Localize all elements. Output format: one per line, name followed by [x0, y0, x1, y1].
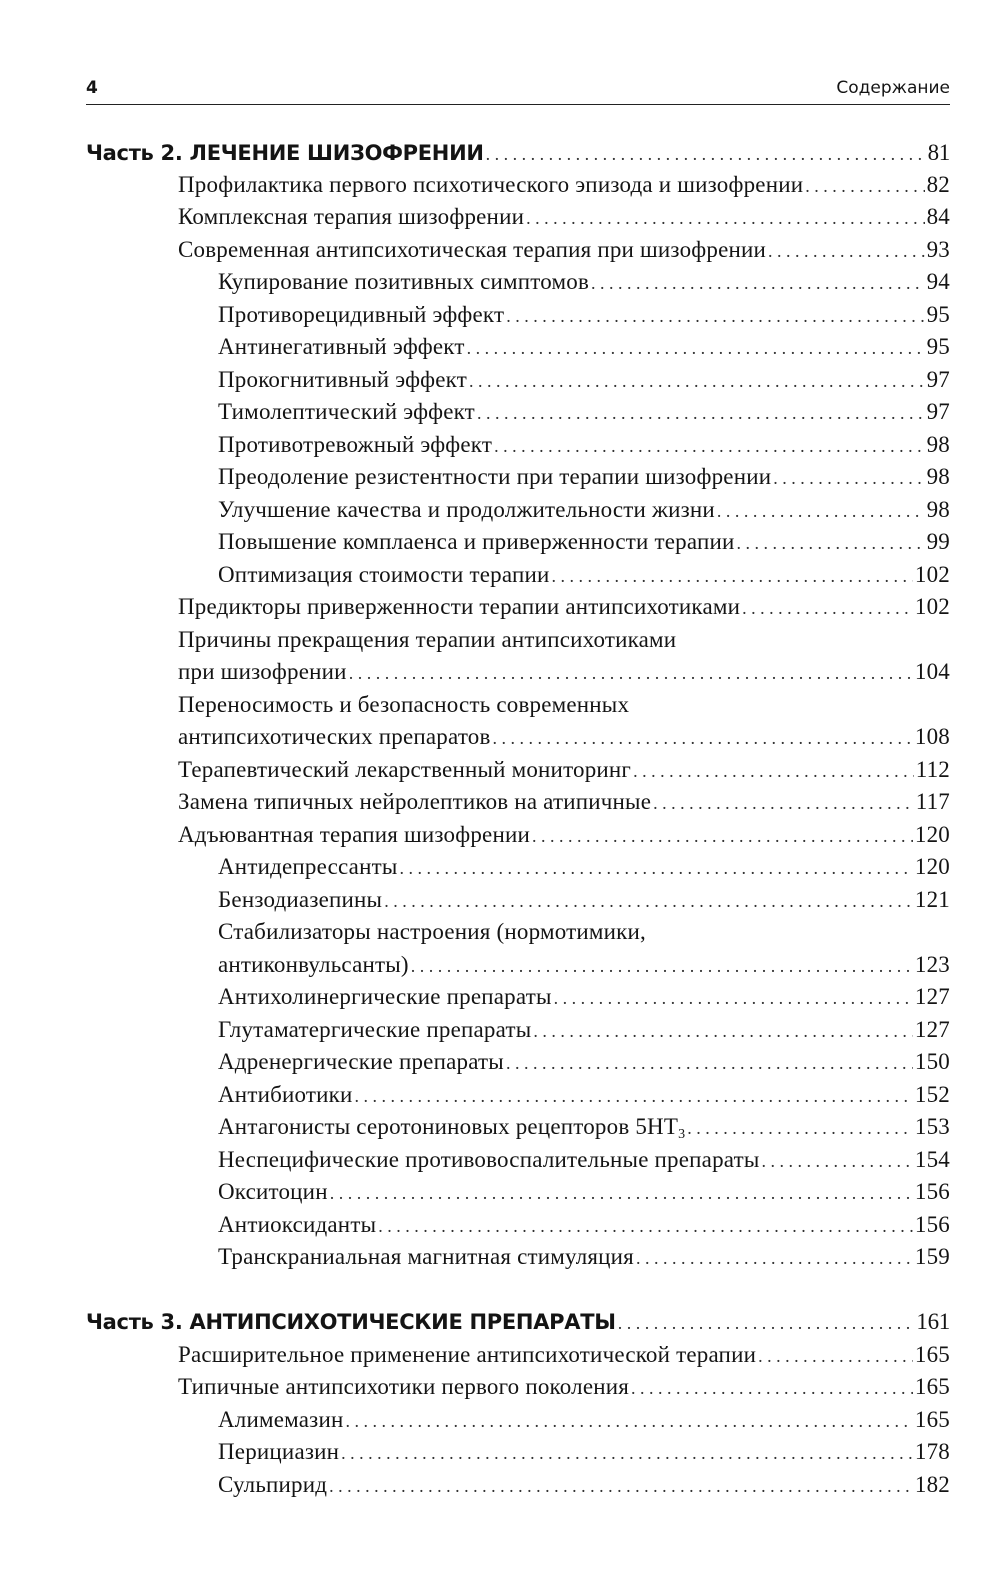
toc-page: 93 [926, 237, 950, 262]
toc-title: Алимемазин [218, 1407, 344, 1432]
toc-page: 120 [914, 854, 950, 879]
toc-entry[interactable] [218, 1079, 950, 1111]
dot-leader [636, 1242, 913, 1274]
toc-entry[interactable] [178, 591, 950, 623]
dot-leader [506, 1047, 913, 1079]
toc-page: 150 [914, 1049, 950, 1074]
toc-page: 82 [926, 172, 950, 197]
toc-title: антиконвульсанты) [218, 952, 409, 977]
toc-entry[interactable] [178, 1371, 950, 1403]
toc-page: 165 [914, 1342, 950, 1367]
toc-part-heading[interactable] [86, 137, 950, 169]
toc-page: 154 [914, 1147, 950, 1172]
toc-entry[interactable] [218, 429, 950, 461]
toc-entry[interactable] [218, 396, 950, 428]
toc-page: 95 [926, 302, 950, 327]
toc-page: 123 [914, 952, 950, 977]
dot-leader [633, 755, 914, 787]
toc-title: Профилактика первого психотического эпизода и шизофрении [178, 172, 804, 197]
toc-entry[interactable] [218, 364, 950, 396]
toc-title: Неспецифические противовоспалительные препараты [218, 1147, 760, 1172]
toc-page: 97 [926, 399, 950, 424]
toc-entry[interactable] [178, 754, 950, 786]
toc-page: 102 [914, 594, 950, 619]
toc-entry[interactable] [178, 721, 950, 753]
toc-entry[interactable] [178, 786, 950, 818]
toc-entry[interactable] [218, 494, 950, 526]
dot-leader [330, 1177, 913, 1209]
toc-page: 99 [926, 529, 950, 554]
toc-entry-line1[interactable]: Стабилизаторы настроения (нормотимики, [218, 919, 646, 944]
toc-page: 97 [926, 367, 950, 392]
subscript-index: 3 [678, 1127, 686, 1142]
dot-leader [329, 1470, 913, 1502]
toc-title: Окситоцин [218, 1179, 328, 1204]
toc-page: 81 [927, 140, 950, 165]
toc-entry[interactable] [218, 559, 950, 591]
toc-title: Противорецидивный эффект [218, 302, 505, 327]
dot-leader [551, 560, 912, 592]
dot-leader [411, 950, 913, 982]
toc-entry[interactable] [218, 1404, 950, 1436]
dot-leader [554, 982, 913, 1014]
toc-entry[interactable] [218, 851, 950, 883]
dot-leader [494, 430, 925, 462]
toc-title: Купирование позитивных симптомов [218, 269, 590, 294]
running-title: Содержание [836, 78, 950, 98]
dot-leader [506, 300, 924, 332]
toc-title: Часть 3. АНТИПСИХОТИЧЕСКИЕ ПРЕПАРАТЫ [86, 1310, 616, 1334]
toc-title: Перициазин [218, 1439, 340, 1464]
toc-page: 117 [915, 789, 950, 814]
toc-entry[interactable] [218, 1436, 950, 1468]
toc-title: Часть 2. ЛЕЧЕНИЕ ШИЗОФРЕНИИ [86, 141, 484, 165]
toc-page: 178 [914, 1439, 950, 1464]
toc-title: Противотревожный эффект [218, 432, 493, 457]
toc-title: Улучшение качества и продолжительности жизни [218, 497, 715, 522]
dot-leader [618, 1307, 915, 1339]
toc-title: Адренергические препараты [218, 1049, 504, 1074]
toc-title: Тимолептический эффект [218, 399, 475, 424]
toc-title: Сульпирид [218, 1472, 328, 1497]
dot-leader [400, 852, 913, 884]
toc-title: Глутаматергические препараты [218, 1017, 532, 1042]
toc-entry[interactable] [178, 656, 950, 688]
dot-leader [477, 397, 925, 429]
dot-leader [355, 1080, 913, 1112]
dot-leader [742, 592, 913, 624]
header-rule [86, 104, 950, 105]
dot-leader [384, 885, 913, 917]
dot-leader [486, 138, 926, 170]
toc-title: Антидепрессанты [218, 854, 398, 879]
toc-entry[interactable] [178, 1339, 950, 1371]
toc-entry[interactable] [218, 461, 950, 493]
toc-page: 159 [914, 1244, 950, 1269]
dot-leader [768, 235, 925, 267]
toc-title: Типичные антипсихотики первого поколения [178, 1374, 630, 1399]
toc-entry[interactable] [218, 526, 950, 558]
dot-leader [349, 657, 913, 689]
toc-page: 121 [914, 887, 950, 912]
dot-leader [467, 332, 925, 364]
toc-title: Расширительное применение антипсихотической терапии [178, 1342, 757, 1367]
toc-title: Современная антипсихотическая терапия при шизофрении [178, 237, 767, 262]
dot-leader [805, 170, 924, 202]
dot-leader [758, 1340, 913, 1372]
toc-title: при шизофрении [178, 659, 347, 684]
toc-title: Прокогнитивный эффект [218, 367, 467, 392]
dot-leader [762, 1145, 913, 1177]
toc-page: 108 [914, 724, 950, 749]
toc-page: 156 [914, 1212, 950, 1237]
toc-page: 112 [915, 757, 950, 782]
toc-title: Комплексная терапия шизофрении [178, 204, 525, 229]
dot-leader [532, 820, 913, 852]
toc-title: Антибиотики [218, 1082, 353, 1107]
toc-title [218, 1111, 685, 1143]
dot-leader [591, 267, 925, 299]
toc-page: 102 [914, 562, 950, 587]
toc-title-text: Антагонисты серотониновых рецепторов 5HT [218, 1114, 679, 1139]
dot-leader [773, 462, 924, 494]
toc-title: Адъювантная терапия шизофрении [178, 822, 530, 847]
toc-title: Повышение комплаенса и приверженности терапии [218, 529, 735, 554]
running-header [86, 74, 950, 104]
toc-title: Антинегативный эффект [218, 334, 465, 359]
dot-leader [533, 1015, 913, 1047]
dot-leader [526, 202, 925, 234]
toc-entry[interactable] [218, 1111, 950, 1143]
dot-leader [631, 1372, 913, 1404]
toc-entry[interactable] [218, 1176, 950, 1208]
toc-entry[interactable] [178, 819, 950, 851]
toc-page: 182 [914, 1472, 950, 1497]
dot-leader [737, 527, 925, 559]
toc-entry[interactable] [218, 981, 950, 1013]
toc-entry[interactable] [178, 234, 950, 266]
dot-leader [341, 1437, 913, 1469]
toc-entry[interactable] [178, 201, 950, 233]
toc-page: 127 [914, 984, 950, 1009]
toc-page: 98 [926, 432, 950, 457]
toc-title: Антихолинергические препараты [218, 984, 552, 1009]
toc-title: Бензодиазепины [218, 887, 383, 912]
toc-page: 104 [914, 659, 950, 684]
toc-entry[interactable] [178, 169, 950, 201]
toc-title: Антиоксиданты [218, 1212, 377, 1237]
toc-page: 127 [914, 1017, 950, 1042]
toc-entry[interactable] [218, 1209, 950, 1241]
toc-page: 153 [914, 1114, 950, 1139]
toc-entry[interactable] [218, 331, 950, 363]
toc-entry-line1[interactable]: Причины прекращения терапии антипсихотиками [178, 627, 677, 652]
toc-entry[interactable] [218, 884, 950, 916]
page-number: 4 [86, 78, 98, 98]
dot-leader [378, 1210, 913, 1242]
dot-leader [493, 722, 913, 754]
toc-page: 98 [926, 497, 950, 522]
dot-leader [717, 495, 925, 527]
toc-page: 161 [916, 1309, 950, 1334]
toc-entry-line1[interactable]: Переносимость и безопасность современных [178, 692, 630, 717]
toc-page: 165 [914, 1374, 950, 1399]
toc-title: Оптимизация стоимости терапии [218, 562, 550, 587]
dot-leader [687, 1112, 913, 1144]
dot-leader [345, 1405, 912, 1437]
toc-entry[interactable] [218, 949, 950, 981]
toc-entry[interactable] [218, 1014, 950, 1046]
toc-page: 94 [926, 269, 950, 294]
toc-title: Замена типичных нейролептиков на атипичные [178, 789, 652, 814]
toc-title: антипсихотических препаратов [178, 724, 491, 749]
toc-entry[interactable] [218, 1469, 950, 1501]
toc-title: Терапевтический лекарственный мониторинг [178, 757, 632, 782]
toc-entry[interactable] [218, 1144, 950, 1176]
toc-page: 84 [926, 204, 950, 229]
toc-title: Транскраниальная магнитная стимуляция [218, 1244, 634, 1269]
toc-title: Преодоление резистентности при терапии шизофрении [218, 464, 772, 489]
dot-leader [469, 365, 925, 397]
toc-page: 152 [914, 1082, 950, 1107]
toc-page: 165 [914, 1407, 950, 1432]
toc-entry[interactable] [218, 1046, 950, 1078]
toc-page: 95 [926, 334, 950, 359]
toc-title: Предикторы приверженности терапии антипсихотиками [178, 594, 741, 619]
toc-part-heading[interactable] [86, 1306, 950, 1338]
toc-page: 98 [926, 464, 950, 489]
toc-entry[interactable] [218, 1241, 950, 1273]
toc-entry[interactable] [218, 299, 950, 331]
dot-leader [653, 787, 914, 819]
toc-page: 156 [914, 1179, 950, 1204]
toc-entry[interactable] [218, 266, 950, 298]
toc-page: 120 [914, 822, 950, 847]
